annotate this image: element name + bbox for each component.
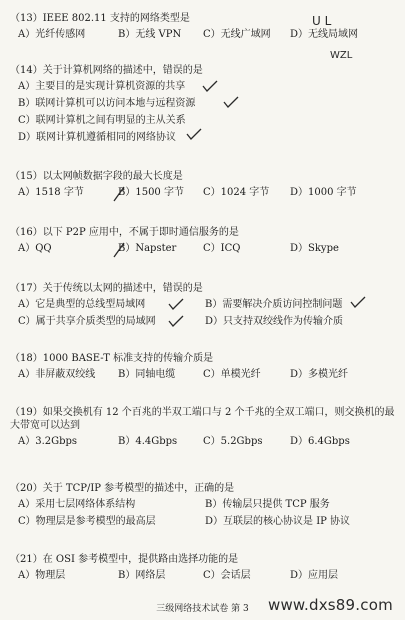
page-footer: 三级网络技术试卷 第 3: [156, 604, 249, 614]
option-c: C）属于共享介质类型的局域网: [18, 316, 156, 327]
option-c: C）单模光纤: [203, 369, 261, 380]
question-stem: （15）以太网帧数据字段的最大长度是: [10, 171, 183, 182]
check-mark-icon: [223, 96, 237, 108]
options-row: [10, 515, 398, 529]
option-d: D）多模光纤: [290, 369, 349, 380]
option-a: A）采用七层网络体系结构: [18, 499, 136, 510]
option-d: D）6.4Gbps: [290, 436, 350, 447]
option-d: D）应用层: [290, 570, 339, 581]
option-b: B）4.4Gbps: [118, 436, 178, 447]
options-row: [10, 242, 398, 256]
options-row: [10, 186, 398, 200]
options-row: [10, 435, 398, 449]
question-21: [10, 553, 398, 583]
handwritten-note-wzl: WZL: [330, 50, 353, 61]
options-row: [10, 569, 398, 583]
options-row: [10, 315, 398, 329]
question-13: [10, 12, 398, 42]
option-d: D）只支持双绞线作为传输介质: [205, 316, 344, 327]
answer-slash-icon: [112, 186, 126, 202]
option-c: C）联网计算机之间有明显的主从关系: [18, 115, 186, 126]
question-stem: （20）关于 TCP/IP 参考模型的描述中，正确的是: [10, 483, 235, 494]
check-mark-icon: [168, 315, 182, 327]
question-17: [10, 282, 398, 329]
option-b: B）联网计算机可以访问本地与远程资源: [18, 98, 196, 109]
options-row: [10, 498, 398, 512]
option-c: C）5.2Gbps: [203, 436, 263, 447]
option-d: D）联网计算机遵循相同的网络协议: [18, 132, 177, 143]
check-mark-icon: [186, 128, 200, 140]
question-18: [10, 352, 398, 382]
option-b: B）同轴电缆: [118, 369, 176, 380]
option-a: A）1518 字节: [18, 187, 84, 198]
check-mark-icon: [202, 80, 216, 92]
answer-slash-icon: [112, 242, 126, 258]
option-a: A）主要目的是实现计算机资源的共享: [18, 81, 186, 92]
question-stem: （18）1000 BASE-T 标准支持的传输介质是: [10, 353, 214, 364]
option-a: A）QQ: [18, 243, 52, 254]
option-c: C）1024 字节: [203, 187, 270, 198]
option-b: B）Napster: [118, 243, 177, 254]
question-stem: （13）IEEE 802.11 支持的网络类型是: [10, 13, 190, 24]
options-row: [10, 28, 398, 42]
option-a: A）3.2Gbps: [18, 436, 78, 447]
question-stem: （17）关于传统以太网的描述中，错误的是: [10, 283, 203, 294]
check-mark-icon: [168, 298, 182, 310]
option-d: D）互联层的核心协议是 IP 协议: [205, 516, 351, 527]
question-15: [10, 170, 398, 200]
option-c: C）物理层是参考模型的最高层: [18, 516, 156, 527]
question-20: [10, 482, 398, 529]
option-b: B）网络层: [118, 570, 166, 581]
option-c: C）ICQ: [203, 243, 241, 254]
option-a: A）非屏蔽双绞线: [18, 369, 96, 380]
handwritten-note-ul: U L: [312, 14, 332, 28]
question-stem: （14）关于计算机网络的描述中，错误的是: [10, 65, 203, 76]
option-a: A）它是典型的总线型局域网: [18, 299, 146, 310]
option-b: B）需要解决介质访问控制问题: [205, 299, 343, 310]
option-a: A）物理层: [18, 570, 66, 581]
option-c: C）无线广域网: [203, 29, 271, 40]
question-19: [10, 406, 398, 449]
option-b: B）无线 VPN: [118, 29, 182, 40]
option-c: C）会话层: [203, 570, 251, 581]
question-14: [10, 64, 398, 145]
option-d: D）Skype: [290, 243, 339, 254]
options-row: [10, 298, 398, 312]
site-watermark: www.dxs89.com: [268, 596, 393, 614]
question-stem: （16）以下 P2P 应用中，不属于即时通信服务的是: [10, 227, 239, 238]
option-d: D）无线局域网: [290, 29, 359, 40]
option-b: B）传输层只提供 TCP 服务: [205, 499, 330, 510]
option-b: B）1500 字节: [118, 187, 184, 198]
question-16: [10, 226, 398, 256]
option-a: A）光纤传感网: [18, 29, 86, 40]
question-stem: （19）如果交换机有 12 个百兆的半双工端口与 2 个千兆的全双工端口，则交换机的最大带宽可以达到: [10, 407, 395, 431]
option-d: D）1000 字节: [290, 187, 357, 198]
question-stem: （21）在 OSI 参考模型中，提供路由选择功能的是: [10, 554, 239, 565]
options-row: [10, 368, 398, 382]
check-mark-icon: [350, 296, 364, 308]
